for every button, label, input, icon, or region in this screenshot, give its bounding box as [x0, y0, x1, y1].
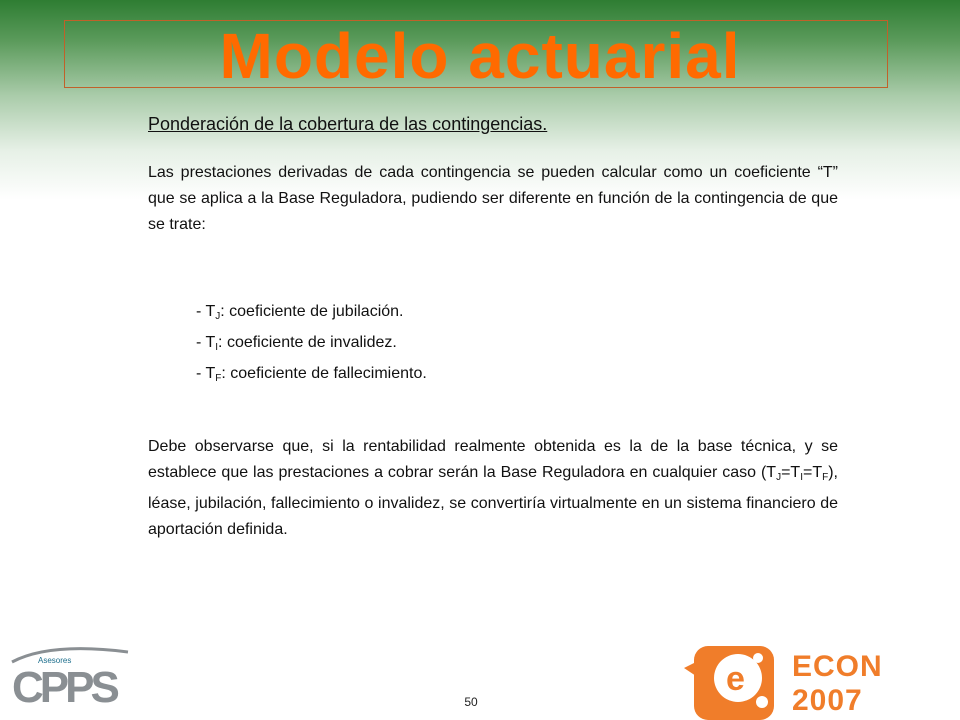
conclusion-paragraph: Debe observarse que, si la rentabilidad realmente obtenida es la de la base técnica, y se establece que las prestaciones a cobrar serán la Base Reguladora en cualquier caso $(T_J=T_I=T_F)$, léase, jubilación, fallecimiento o invalidez, se convertiría virtualmente en un sistema financiero de aportación definida.	[148, 438, 838, 538]
list-item: - $T_F$: coeficiente de fallecimiento.	[196, 365, 427, 384]
page-title: Modelo actuarial	[219, 20, 741, 92]
svg-text:CPPS: CPPS	[12, 663, 116, 710]
cpps-tagline: Asesores	[38, 656, 72, 665]
coefficient-list	[196, 299, 427, 392]
section-subtitle: Ponderación de la cobertura de las contingencias.	[148, 114, 548, 134]
cpps-logo	[10, 640, 130, 710]
svg-text:e: e	[726, 660, 745, 698]
intro-paragraph: Las prestaciones derivadas de cada contingencia se pueden calcular como un coeficiente “T” que se aplica a la Base Reguladora, pudiendo ser diferente en función de la contingencia de que se trate:	[148, 164, 838, 233]
list-item: - $T_J$: coeficiente de jubilación.	[196, 303, 404, 322]
list-item: - $T_I$: coeficiente de invalidez.	[196, 334, 397, 353]
econ-logo-mark	[682, 638, 778, 720]
econ-brand-text: ECON 2007	[792, 650, 883, 717]
page-number: 50	[464, 695, 478, 709]
